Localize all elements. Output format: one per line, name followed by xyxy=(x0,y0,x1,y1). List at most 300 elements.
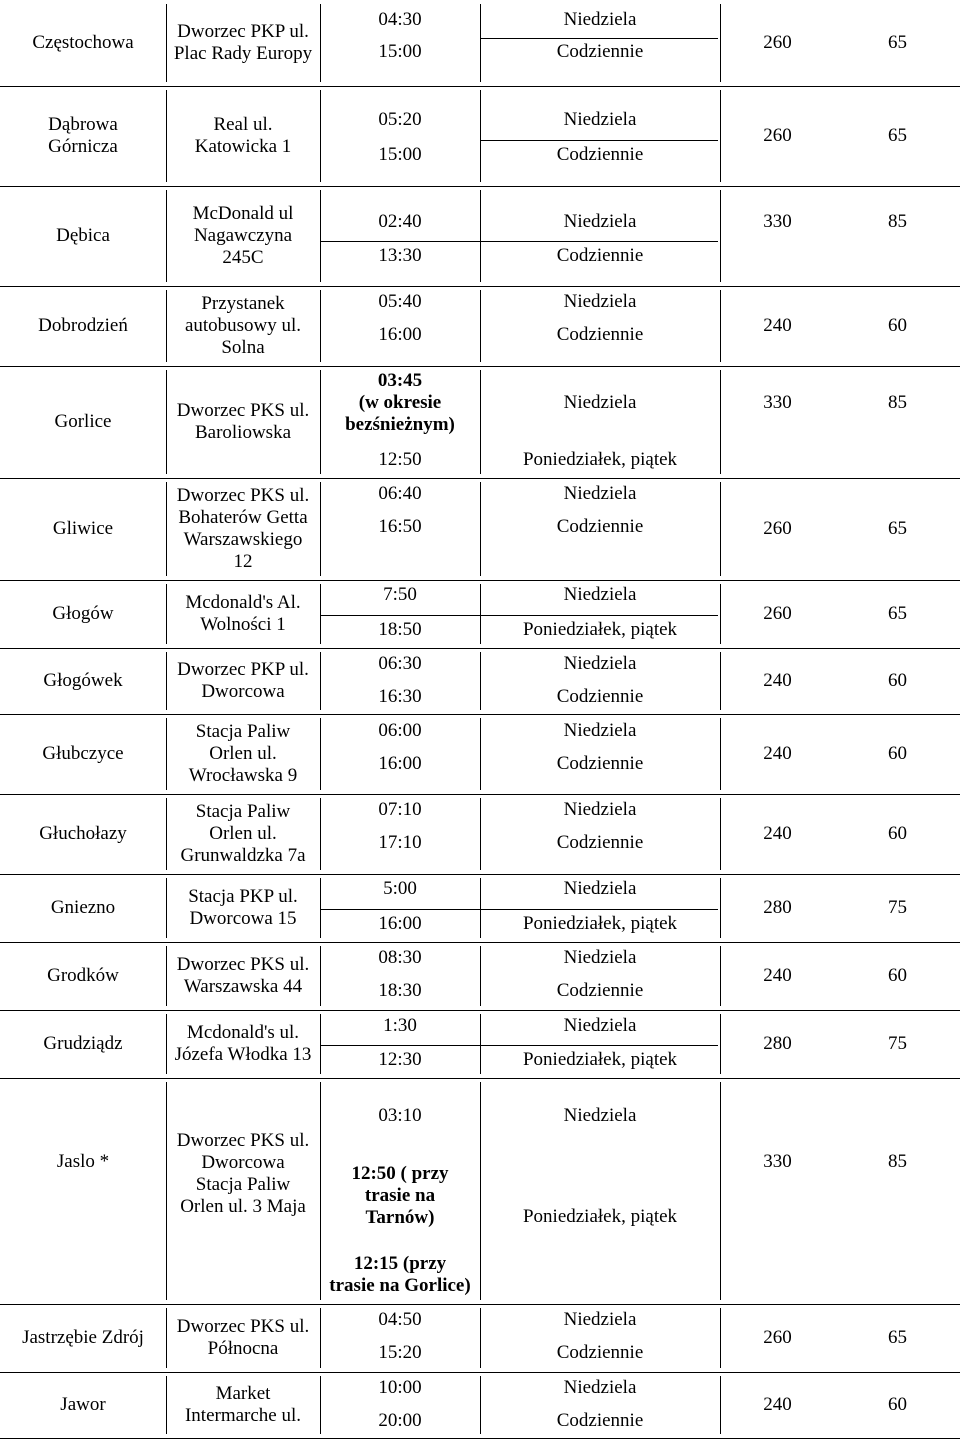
departure-time-line: 16:00 xyxy=(378,753,422,774)
departure-time-line: 06:40 xyxy=(378,483,422,504)
column-divider xyxy=(720,584,721,644)
price-discount xyxy=(835,603,960,625)
departure-time xyxy=(320,1105,480,1127)
stop-location xyxy=(166,1130,320,1218)
departure-time-line: 05:40 xyxy=(378,291,422,312)
price-one-way xyxy=(720,32,835,54)
column-divider xyxy=(720,718,721,790)
column-divider xyxy=(166,290,167,362)
row-divider xyxy=(480,38,718,39)
price-discount-line: 65 xyxy=(888,518,907,539)
city-name-line: Głogów xyxy=(52,603,114,624)
stop-location-line: Real ul. xyxy=(213,114,273,135)
price-one-way xyxy=(720,670,835,692)
operating-days xyxy=(480,483,720,505)
price-discount-line: 65 xyxy=(888,1327,907,1348)
column-divider xyxy=(720,370,721,474)
stop-location xyxy=(166,203,320,269)
stop-location xyxy=(166,721,320,787)
row-divider xyxy=(0,1372,960,1373)
city-name xyxy=(0,411,166,433)
price-one-way xyxy=(720,603,835,625)
departure-time-line: 16:30 xyxy=(378,686,422,707)
operating-days xyxy=(480,1105,720,1127)
column-divider xyxy=(166,1376,167,1434)
departure-time-line: 15:20 xyxy=(378,1342,422,1363)
operating-days xyxy=(480,1377,720,1399)
city-name xyxy=(0,225,166,247)
price-one-way-line: 280 xyxy=(763,897,792,918)
departure-time-line: 17:10 xyxy=(378,832,422,853)
city-name-line: Dobrodzień xyxy=(38,315,128,336)
stop-location xyxy=(166,954,320,998)
departure-time xyxy=(320,516,480,538)
operating-days xyxy=(480,1049,720,1071)
price-discount xyxy=(835,743,960,765)
price-one-way-line: 260 xyxy=(763,1327,792,1348)
column-divider xyxy=(480,370,481,474)
departure-time-line: 15:00 xyxy=(378,41,422,62)
column-divider xyxy=(720,1014,721,1074)
city-name xyxy=(0,897,166,919)
stop-location-line: Orlen ul. 3 Maja xyxy=(180,1196,306,1217)
stop-location xyxy=(166,886,320,930)
price-one-way xyxy=(720,1151,835,1173)
stop-location-line: Dworzec PKS ul. xyxy=(176,400,310,421)
operating-days-line: Niedziela xyxy=(563,1309,637,1330)
departure-time-line: 12:15 (przy xyxy=(353,1253,447,1274)
price-discount xyxy=(835,823,960,845)
column-divider xyxy=(320,1082,321,1300)
column-divider xyxy=(320,878,321,938)
departure-time xyxy=(320,686,480,708)
city-name-line: Jastrzębie Zdrój xyxy=(22,1327,144,1348)
price-one-way-line: 260 xyxy=(763,125,792,146)
price-one-way-line: 260 xyxy=(763,32,792,53)
stop-location xyxy=(166,293,320,359)
stop-location-line: Dworcowa xyxy=(201,1152,285,1173)
departure-time-line: 12:30 xyxy=(378,1049,422,1070)
city-name-line: Jawor xyxy=(60,1394,106,1415)
city-name xyxy=(0,965,166,987)
price-discount-line: 65 xyxy=(888,32,907,53)
operating-days xyxy=(480,245,720,267)
column-divider xyxy=(480,1082,481,1300)
stop-location-line: Orlen ul. xyxy=(209,743,277,764)
departure-time-line: 10:00 xyxy=(378,1377,422,1398)
departure-time xyxy=(320,41,480,63)
column-divider xyxy=(166,370,167,474)
price-discount-line: 60 xyxy=(888,315,907,336)
stop-location-line: Dworzec PKS ul. xyxy=(176,485,310,506)
column-divider xyxy=(166,1014,167,1074)
row-divider xyxy=(0,648,960,649)
operating-days-line: Niedziela xyxy=(563,799,637,820)
price-discount-line: 85 xyxy=(888,1151,907,1172)
operating-days-line: Codziennie xyxy=(556,1342,644,1363)
operating-days xyxy=(480,980,720,1002)
departure-time xyxy=(320,653,480,675)
operating-days xyxy=(480,211,720,233)
price-one-way-line: 260 xyxy=(763,518,792,539)
row-divider xyxy=(320,909,718,910)
stop-location xyxy=(166,1022,320,1066)
operating-days xyxy=(480,1342,720,1364)
city-name xyxy=(0,315,166,337)
stop-location-line: Dworzec PKS ul. xyxy=(176,1316,310,1337)
city-name xyxy=(0,32,166,54)
stop-location-line: Wolności 1 xyxy=(200,614,286,635)
stop-location-line: Intermarche ul. xyxy=(184,1405,302,1426)
price-one-way-line: 330 xyxy=(763,1151,792,1172)
departure-time xyxy=(320,1342,480,1364)
column-divider xyxy=(320,190,321,282)
stop-location xyxy=(166,1316,320,1360)
departure-time xyxy=(320,1309,480,1331)
price-discount-line: 60 xyxy=(888,1394,907,1415)
departure-time xyxy=(320,878,480,900)
row-divider xyxy=(0,1010,960,1011)
row-divider xyxy=(0,478,960,479)
operating-days-line: Codziennie xyxy=(556,980,644,1001)
stop-location-line: Mcdonald's Al. xyxy=(185,592,301,613)
departure-time xyxy=(320,109,480,131)
column-divider xyxy=(480,652,481,710)
price-one-way-line: 260 xyxy=(763,603,792,624)
stop-location-line: Plac Rady Europy xyxy=(173,43,313,64)
price-one-way xyxy=(720,211,835,233)
column-divider xyxy=(720,90,721,182)
row-divider xyxy=(480,140,718,141)
price-discount xyxy=(835,1394,960,1416)
price-discount xyxy=(835,897,960,919)
stop-location-line: McDonald ul xyxy=(192,203,294,224)
stop-location-line: Warszawskiego xyxy=(183,529,303,550)
city-name-line: Gliwice xyxy=(52,518,114,539)
stop-location-line: Stacja Paliw xyxy=(195,801,291,822)
departure-time xyxy=(320,753,480,775)
departure-time-line: 06:00 xyxy=(378,720,422,741)
stop-location-line: 245C xyxy=(222,247,264,268)
departure-time-line: 20:00 xyxy=(378,1410,422,1431)
departure-time xyxy=(320,1377,480,1399)
operating-days-line: Codziennie xyxy=(556,516,644,537)
city-name-line: Głogówek xyxy=(43,670,123,691)
column-divider xyxy=(720,290,721,362)
price-one-way-line: 240 xyxy=(763,965,792,986)
column-divider xyxy=(720,878,721,938)
operating-days xyxy=(480,686,720,708)
column-divider xyxy=(320,584,321,644)
price-discount-line: 60 xyxy=(888,823,907,844)
stop-location xyxy=(166,659,320,703)
operating-days xyxy=(480,1309,720,1331)
city-name xyxy=(0,670,166,692)
price-discount-line: 75 xyxy=(888,897,907,918)
departure-time-line: 16:50 xyxy=(378,516,422,537)
column-divider xyxy=(480,1376,481,1434)
stop-location-line: Stacja Paliw xyxy=(195,721,291,742)
operating-days xyxy=(480,653,720,675)
column-divider xyxy=(166,946,167,1006)
stop-location xyxy=(166,400,320,444)
departure-time-line: 04:50 xyxy=(378,1309,422,1330)
departure-time xyxy=(320,245,480,267)
departure-time xyxy=(320,947,480,969)
departure-time xyxy=(320,1410,480,1432)
departure-time-line: 12:50 xyxy=(378,449,422,470)
price-discount xyxy=(835,125,960,147)
departure-time xyxy=(320,449,480,471)
column-divider xyxy=(320,798,321,870)
departure-time-line: 03:10 xyxy=(378,1105,422,1126)
price-discount xyxy=(835,211,960,233)
column-divider xyxy=(320,1376,321,1434)
price-one-way xyxy=(720,743,835,765)
row-divider xyxy=(0,86,960,87)
price-discount-line: 60 xyxy=(888,965,907,986)
price-discount-line: 60 xyxy=(888,670,907,691)
row-divider xyxy=(0,794,960,795)
departure-time xyxy=(320,1049,480,1071)
operating-days-line: Codziennie xyxy=(556,41,644,62)
column-divider xyxy=(480,798,481,870)
price-one-way-line: 240 xyxy=(763,315,792,336)
price-discount xyxy=(835,965,960,987)
operating-days-line: Poniedziałek, piątek xyxy=(522,1206,678,1227)
operating-days-line: Codziennie xyxy=(556,144,644,165)
stop-location xyxy=(166,21,320,65)
row-divider xyxy=(0,580,960,581)
price-one-way xyxy=(720,315,835,337)
operating-days xyxy=(480,144,720,166)
stop-location xyxy=(166,485,320,573)
city-name xyxy=(0,603,166,625)
stop-location-line: Dworzec PKP ul. xyxy=(177,21,309,42)
column-divider xyxy=(320,90,321,182)
column-divider xyxy=(166,1308,167,1368)
operating-days-line: Niedziela xyxy=(563,1105,637,1126)
departure-time xyxy=(320,370,480,436)
row-divider xyxy=(0,1304,960,1305)
price-one-way-line: 280 xyxy=(763,1033,792,1054)
price-one-way-line: 240 xyxy=(763,1394,792,1415)
operating-days xyxy=(480,41,720,63)
operating-days xyxy=(480,878,720,900)
column-divider xyxy=(480,190,481,282)
stop-location-line: Wrocławska 9 xyxy=(188,765,298,786)
city-name-line: Grudziądz xyxy=(43,1033,123,1054)
column-divider xyxy=(480,290,481,362)
city-name xyxy=(0,1327,166,1349)
price-discount xyxy=(835,32,960,54)
stop-location-line: Dworcowa 15 xyxy=(189,908,297,929)
column-divider xyxy=(720,1376,721,1434)
departure-time xyxy=(320,291,480,313)
operating-days xyxy=(480,720,720,742)
row-divider xyxy=(0,1078,960,1079)
city-name-line: Dąbrowa xyxy=(48,114,118,135)
operating-days-line: Codziennie xyxy=(556,1410,644,1431)
column-divider xyxy=(480,1308,481,1368)
operating-days-line: Codziennie xyxy=(556,245,644,266)
column-divider xyxy=(480,718,481,790)
departure-time-line: 04:30 xyxy=(378,9,422,30)
column-divider xyxy=(480,4,481,82)
stop-location-line: Mcdonald's ul. xyxy=(186,1022,300,1043)
price-one-way-line: 240 xyxy=(763,823,792,844)
operating-days-line: Niedziela xyxy=(563,9,637,30)
city-name-line: Gniezno xyxy=(50,897,116,918)
operating-days xyxy=(480,516,720,538)
stop-location-line: autobusowy ul. xyxy=(184,315,302,336)
operating-days xyxy=(480,913,720,935)
column-divider xyxy=(480,878,481,938)
operating-days-line: Niedziela xyxy=(563,291,637,312)
column-divider xyxy=(720,482,721,576)
column-divider xyxy=(320,4,321,82)
stop-location-line: Przystanek xyxy=(201,293,285,314)
departure-time-line: bezśnieżnym) xyxy=(345,414,455,435)
column-divider xyxy=(166,190,167,282)
city-name-line: Głuchołazy xyxy=(39,823,127,844)
operating-days-line: Niedziela xyxy=(563,878,637,899)
stop-location-line: 12 xyxy=(233,551,253,572)
stop-location-line: Dworzec PKP ul. xyxy=(177,659,309,680)
price-discount xyxy=(835,670,960,692)
departure-time xyxy=(320,483,480,505)
stop-location xyxy=(166,592,320,636)
departure-time xyxy=(320,324,480,346)
stop-location-line: Stacja PKP ul. xyxy=(188,886,298,907)
operating-days xyxy=(480,1206,720,1228)
column-divider xyxy=(320,482,321,576)
column-divider xyxy=(720,1082,721,1300)
price-discount-line: 85 xyxy=(888,392,907,413)
stop-location-line: Orlen ul. xyxy=(209,823,277,844)
city-name-line: Górnicza xyxy=(48,136,118,157)
price-discount-line: 60 xyxy=(888,743,907,764)
column-divider xyxy=(720,652,721,710)
operating-days xyxy=(480,449,720,471)
city-name xyxy=(0,518,166,540)
price-discount xyxy=(835,392,960,414)
column-divider xyxy=(166,1082,167,1300)
departure-time-line: 06:30 xyxy=(378,653,422,674)
stop-location-line: Dworzec PKS ul. xyxy=(176,954,310,975)
departure-time-line: 15:00 xyxy=(378,144,422,165)
operating-days-line: Codziennie xyxy=(556,832,644,853)
departure-time-line: trasie na Gorlice) xyxy=(329,1275,471,1296)
column-divider xyxy=(720,190,721,282)
column-divider xyxy=(166,90,167,182)
column-divider xyxy=(720,946,721,1006)
operating-days xyxy=(480,324,720,346)
departure-time-line: 07:10 xyxy=(378,799,422,820)
operating-days-line: Niedziela xyxy=(563,109,637,130)
departure-time-line: Tarnów) xyxy=(365,1207,435,1228)
departure-time xyxy=(320,980,480,1002)
operating-days-line: Niedziela xyxy=(563,653,637,674)
column-divider xyxy=(320,652,321,710)
operating-days-line: Niedziela xyxy=(563,392,637,413)
row-divider xyxy=(0,286,960,287)
operating-days xyxy=(480,832,720,854)
departure-time xyxy=(320,144,480,166)
price-one-way xyxy=(720,965,835,987)
city-name-line: Jaslo * xyxy=(56,1151,110,1172)
departure-time-line: 18:30 xyxy=(378,980,422,1001)
column-divider xyxy=(166,878,167,938)
departure-time-line: (w okresie xyxy=(358,392,442,413)
price-discount xyxy=(835,1033,960,1055)
departure-time xyxy=(320,913,480,935)
city-name-line: Głubczyce xyxy=(42,743,124,764)
row-divider xyxy=(0,714,960,715)
departure-time-line: 7:50 xyxy=(383,584,417,605)
stop-location-line: Katowicka 1 xyxy=(194,136,292,157)
price-one-way xyxy=(720,823,835,845)
price-one-way-line: 240 xyxy=(763,670,792,691)
column-divider xyxy=(480,946,481,1006)
stop-location-line: Warszawska 44 xyxy=(183,976,303,997)
column-divider xyxy=(320,946,321,1006)
departure-time xyxy=(320,799,480,821)
departure-time xyxy=(320,832,480,854)
city-name xyxy=(0,1394,166,1416)
column-divider xyxy=(720,1308,721,1368)
city-name xyxy=(0,114,166,158)
column-divider xyxy=(166,4,167,82)
row-divider xyxy=(320,241,718,242)
stop-location-line: Dworzec PKS ul. xyxy=(176,1130,310,1151)
column-divider xyxy=(720,798,721,870)
stop-location xyxy=(166,114,320,158)
column-divider xyxy=(480,584,481,644)
departure-time xyxy=(320,619,480,641)
departure-time-line: 5:00 xyxy=(383,878,417,899)
column-divider xyxy=(480,482,481,576)
city-name-line: Dębica xyxy=(56,225,110,246)
operating-days-line: Poniedziałek, piątek xyxy=(522,913,678,934)
stop-location-line: Nagawczyna xyxy=(193,225,293,246)
departure-time-line: 05:20 xyxy=(378,109,422,130)
operating-days xyxy=(480,9,720,31)
operating-days xyxy=(480,584,720,606)
price-discount xyxy=(835,1327,960,1349)
city-name-line: Częstochowa xyxy=(32,32,134,53)
stop-location-line: Bohaterów Getta xyxy=(178,507,308,528)
column-divider xyxy=(320,1308,321,1368)
operating-days-line: Niedziela xyxy=(563,720,637,741)
stop-location xyxy=(166,801,320,867)
price-discount xyxy=(835,1151,960,1173)
column-divider xyxy=(166,798,167,870)
price-discount-line: 85 xyxy=(888,211,907,232)
operating-days xyxy=(480,291,720,313)
operating-days-line: Poniedziałek, piątek xyxy=(522,619,678,640)
row-divider xyxy=(0,942,960,943)
price-discount-line: 65 xyxy=(888,603,907,624)
departure-time-line: 02:40 xyxy=(378,211,422,232)
operating-days-line: Niedziela xyxy=(563,584,637,605)
price-one-way xyxy=(720,518,835,540)
departure-time-line: 1:30 xyxy=(383,1015,417,1036)
operating-days-line: Poniedziałek, piątek xyxy=(522,449,678,470)
price-discount xyxy=(835,315,960,337)
stop-location-line: Baroliowska xyxy=(194,422,292,443)
operating-days xyxy=(480,799,720,821)
